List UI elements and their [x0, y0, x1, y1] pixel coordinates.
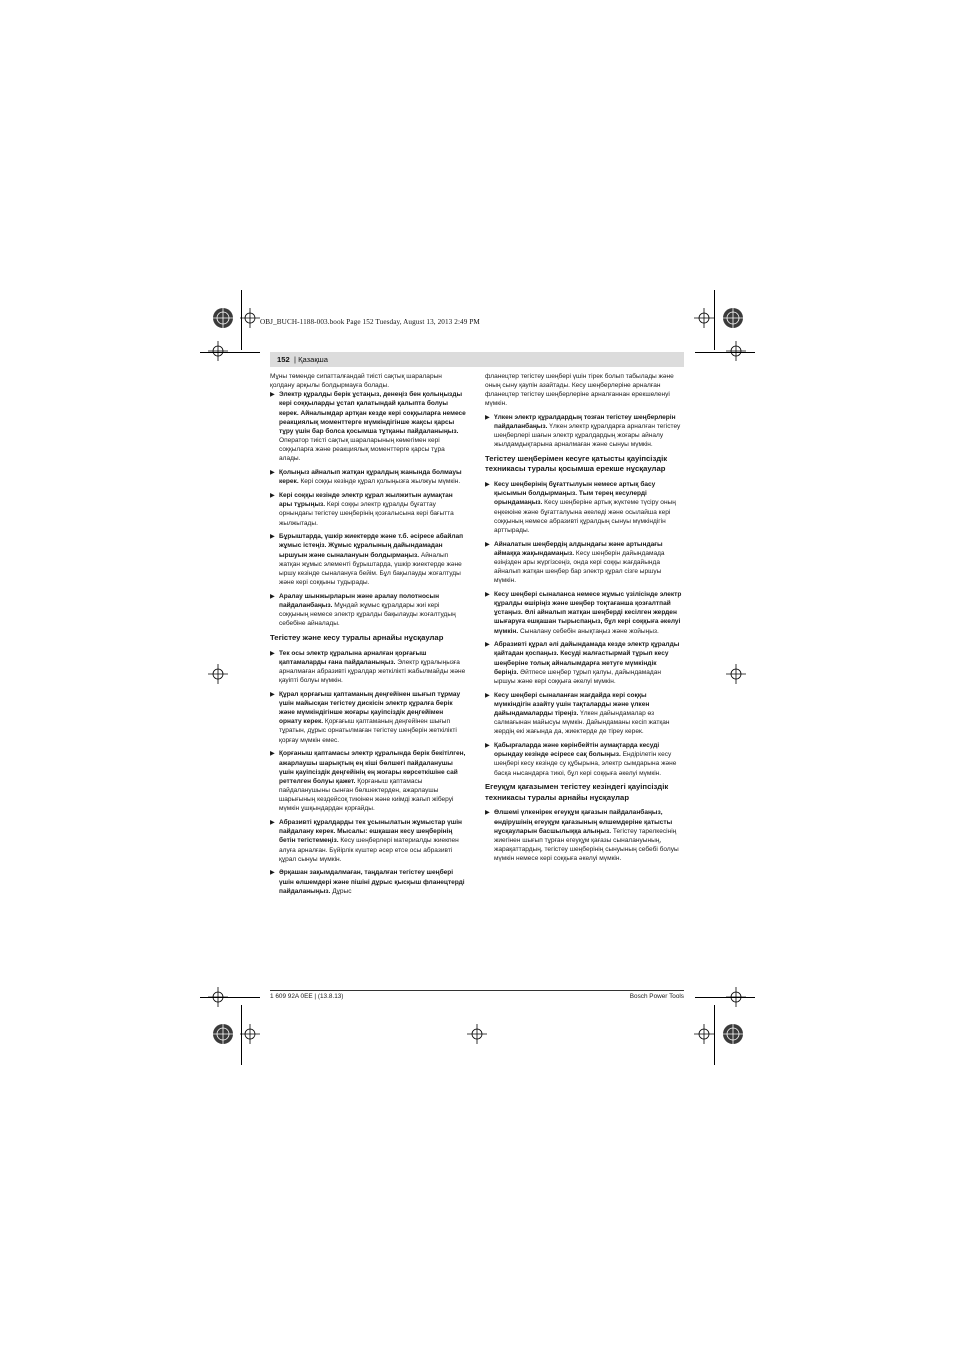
list-item [270, 749, 467, 813]
item-text: Әйтпесе шеңбер тұрып қалуы, дайындамадан ыршуы және кері соққыға әкелуі мүмкін. [494, 668, 662, 685]
item-bold-text: Құрал қорғағыш қаптаманың деңгейінен шығып тұрмау үшін майысқан тегістеу дискісін электр құралға берік және мүмкіндігінше жоғары қауіпсіздік деңгейімен орнату керек. [279, 690, 461, 726]
bullet-arrow-icon: ▶ [485, 641, 490, 649]
bullet-arrow-icon: ▶ [485, 540, 490, 548]
list-item [270, 532, 467, 587]
list-item [270, 649, 467, 686]
item-text: Үлкен дайындамалар өз салмағынан майысуы мүмкін. Дайындаманы кесіп жатқан жердің екі жағында да, жиектерде де тіреу керек. [494, 710, 670, 736]
bullet-arrow-icon: ▶ [270, 469, 275, 477]
crosshair-mark-icon [694, 1024, 714, 1044]
bullet-arrow-icon: ▶ [485, 413, 490, 421]
bullet-arrow-icon: ▶ [270, 750, 275, 758]
item-text: Айналып жатқан жұмыс элементі бұрыштарда, үшкір жиектерде және ыршу кезінде сыналануға бейім. Бұл бақылауды жоғалтуды және кері соққыны тудырады. [279, 551, 462, 587]
bullet-arrow-icon: ▶ [270, 391, 275, 399]
item-bold-text: Кесу шеңбері сыналанған жағдайда кері соққы мүмкіндігін азайту үшін тақталарды және үлкен дайындамаларды тіреңіз. [494, 691, 650, 717]
intro-paragraph: Мұны төменде сипатталғандай тиісті сақтық шараларын қолдану арқылы болдырмауға болады. [270, 373, 442, 390]
crosshair-mark-icon [240, 1024, 260, 1044]
registration-target-icon [209, 1020, 237, 1048]
left-column [270, 372, 467, 901]
item-text: Кесу шеңберіне артық жүктеме түсіру оның еңкеюіне және бұғатталуына әкеледі және осылайша кері соққының немесе абразивті құралдың сынуы мүмкіндігін арттырады. [494, 499, 676, 534]
registration-target-icon [719, 1020, 747, 1048]
list-item [485, 540, 682, 586]
item-text: Мұндай жұмыс құралдары жиі кері соққының немесе электр құралды бақылауды жоғалтудың себебіне айналады. [279, 601, 456, 628]
registration-target-icon [719, 304, 747, 332]
list-item [485, 480, 682, 535]
list-item [270, 690, 467, 745]
item-bold-text: Кесу шеңбері сыналанса немесе жұмыс үзілісінде электр құралды өшіріңіз және шеңбер тоқтағанша қозғалтпай ұстаңыз. Әлі айналып жатқан шеңберді кесілген жерден шығаруға ешқашан тырыспаңыз, бұл кері соққыға әкелуі мүмкін. [494, 590, 682, 635]
item-bold-text: Кесу шеңберінің бұғаттылуын немесе артық басу қысымын болдырмаңыз. Тым терең кесулерді орындамаңыз. [494, 481, 656, 507]
list-item [485, 691, 682, 737]
page-number: 152 [277, 355, 290, 364]
list-item [485, 413, 682, 450]
item-text: Ендірілетін кесу шеңбері кесу кезінде су құбырына, электр сымдарына және басқа нысандарға тиюі, бұл кері соққыға әкелуі мүмкін. [494, 751, 677, 777]
list-item [270, 390, 467, 463]
section-heading: Тегістеу шеңберімен кесуге қатысты қауіпсіздік техникасы туралы қосымша ерекше нұсқаулар [485, 453, 668, 474]
page-language-label: Қазақша [298, 355, 328, 364]
item-bold-text: Үлкен электр құралдардың тозған тегістеу шеңберлерін пайдаланбаңыз. [494, 413, 676, 430]
item-text: Қорғаныш қаптамасы пайдаланушыны сынған бөлшектерден, ажарлаушы шарығының кездейсоқ тиюінен және киімді жағып жіберуі мүмкін ұшқындардан қорғайды. [279, 777, 454, 813]
list-item [485, 590, 682, 636]
footer-rule [270, 990, 684, 991]
crosshair-mark-icon [726, 987, 746, 1007]
item-bold-text: Қорғаныш қаптамасы электр құралында берік бекітілген, ажарлаушы шарықтың ең кіші бөлшегі пайдаланушы үшін қауіпсіздік деңгейінің ең жоғары көрсеткішіне сай реттелген болуы қажет. [279, 750, 466, 785]
item-bold-text: Бұрыштарда, үшкір жиектерде және т.б. әсіресе абайлап жұмыс істеңіз. Жұмыс құралының дайындамадан ыршуын және сыналануын болдырмаңыз. [279, 533, 464, 559]
item-text: Электр құралыңызға арналмаған абразивті құралдар жеткілікті жабылмайды және қауіпті болуы мүмкін. [279, 658, 466, 685]
bullet-arrow-icon: ▶ [270, 649, 275, 657]
crosshair-mark-icon [467, 1024, 487, 1044]
item-text: Қорғағыш қаптаманың деңгейінен шығып тұратын, дұрыс орнатылмаған тегістеу шеңберін жеткілікті қорғау мүмкін емес. [279, 718, 457, 744]
crosshair-mark-icon [208, 664, 228, 684]
item-text: Кері соққы электр құралды бұғаттау орнындағы тегістеу шеңберінің қозғалысына кері бағытта жылжытады. [279, 501, 454, 527]
item-bold-text: Айналатын шеңбердің алдындағы және артындағы аймаққа жақындамаңыз. [494, 540, 663, 557]
item-bold-text: Абразивті құралдарды тек ұсынылатын жұмыстар үшін пайдалану керек. Мысалы: ешқашан кесу шеңберінің бетін тегістемеңіз. [279, 819, 463, 845]
item-bold-text: Қабырғаларда және көрінбейтін аумақтарда кесуді орындау кезінде әсіресе сақ болыңыз. [494, 742, 660, 759]
bullet-arrow-icon: ▶ [485, 809, 490, 817]
bullet-arrow-icon: ▶ [270, 690, 275, 698]
item-bold-text: Кері соққы кезінде электр құрал жылжитын аумақтан ары тұрыңыз. [279, 492, 453, 509]
page-header-bar [270, 352, 684, 367]
item-text: Тегістеу тарелкесінің жиегінен шығып тұрған егеуқұм қағазы сыналануының, жарақаттардың, тегістеу шеңберінің сынуының себебі болуы мүмкін немесе кері соққыға әкелуі мүмкін. [494, 827, 679, 863]
item-bold-text: Аралау шынжырларын және аралау полотносын пайдаланбаңыз. [279, 592, 440, 609]
crosshair-mark-icon [726, 341, 746, 361]
item-bold-text: Өлшемі үлкенірек егеуқұм қағазын пайдаланбаңыз, өндірушінің егеуқұм қағазының өлшемдеріне қатысты нұсқауларын басшылыққа алыңыз. [494, 809, 673, 835]
section-heading: Тегістеу және кесу туралы арнайы нұсқаулар [270, 633, 444, 643]
list-item [270, 468, 467, 486]
print-header: OBJ_BUCH-1188-003.book Page 152 Tuesday, August 13, 2013 2:49 PM [260, 318, 480, 326]
bullet-arrow-icon: ▶ [485, 481, 490, 489]
footer-brand: Bosch Power Tools [629, 993, 684, 1000]
crosshair-mark-icon [240, 308, 260, 328]
crop-line [695, 997, 755, 998]
list-item [485, 640, 682, 686]
item-bold-text: Қолыңыз айналып жатқан құралдың жанында болмауы керек. [279, 469, 462, 486]
list-item [485, 808, 682, 863]
item-text: Сыналану себебін анықтаңыз және жойыңыз. [518, 627, 659, 635]
item-text: Оператор тиісті сақтық шараларының көмегімен кері соққыларға және реакциялық моменттерге қарсы тұра алады. [279, 437, 445, 463]
crop-line [695, 352, 755, 353]
list-item [270, 818, 467, 864]
crosshair-mark-icon [726, 664, 746, 684]
list-item [270, 592, 467, 629]
bullet-arrow-icon: ▶ [270, 492, 275, 500]
item-bold-text: Электр құралды берік ұстаңыз, денеңіз бен қолыңызды кері соққыларды ұстап қалатындай қалыпта болуы керек. Айналымдар артқан кезде кері соққыларға немесе реакциялық моменттерге мүмкіндігінше жақсы қарсы тұру үшін бар болса қосымша тұтқаны пайдаланыңыз. [279, 391, 466, 435]
item-bold-text: Әрқашан зақымдалмаған, таңдалған тегістеу шеңбері үшін өлшемдері және пішіні дұрыс қысқыш фланецтерді пайдаланыңыз. [279, 869, 465, 895]
list-item [270, 868, 467, 895]
crosshair-mark-icon [208, 987, 228, 1007]
crop-line [714, 1005, 715, 1065]
section-heading: Егеуқұм қағазымен тегістеу кезіндегі қауіпсіздік техникасы туралы арнайы нұсқаулар [485, 782, 669, 802]
crosshair-mark-icon [208, 341, 228, 361]
bullet-arrow-icon: ▶ [485, 691, 490, 699]
item-text: Кесу шеңберлері материалды жиекпен алуға арналған. Бүйірлік күштер әсер етсе осы абразивті құрал сынуы мүмкін. [279, 837, 459, 863]
bullet-arrow-icon: ▶ [270, 533, 275, 541]
item-text: Дұрыс [330, 887, 352, 895]
bullet-arrow-icon: ▶ [270, 592, 275, 600]
item-text: Үлкен электр құралдарға арналған тегістеу шеңберлері шағын электр құралдардың жоғары айналу жылдамдықтарына арналмаған және сынуы мүмкін. [494, 422, 681, 449]
list-item [270, 491, 467, 528]
intro-paragraph: фланецтер тегістеу шеңбері үшін тірек болып табылады және оның сыну қаупін азайтады. Кесу шеңберлеріне арналған фланецтер тегістеу шеңберлеріне арналғаннан ерекшеленуі мүмкін. [485, 373, 674, 408]
crop-line [714, 290, 715, 350]
crosshair-mark-icon [694, 308, 714, 328]
bullet-arrow-icon: ▶ [485, 742, 490, 750]
page-language: | Қазақша [294, 355, 328, 364]
item-text: Кері соққы кезінде құрал қолыңызға жылжуы мүмкін. [298, 478, 461, 486]
bullet-arrow-icon: ▶ [485, 590, 490, 598]
registration-target-icon [209, 304, 237, 332]
right-column [485, 372, 682, 868]
item-text: Кесу шеңберін дайындамада өзіңізден ары жүргізсеңіз, онда кері соққы жағдайында айналып жатқан шеңбер бар электр құрал сізге ыршуы мүмкін. [494, 549, 665, 585]
bullet-arrow-icon: ▶ [270, 869, 275, 877]
item-bold-text: Абразивті құрал әлі дайындамада кезде электр құралды қайтадан қоспаңыз. Кесуді жалғастырмай тұрып кесу шеңберіне толық айналымдарға жетуге мүмкіндік беріңіз. [494, 641, 680, 676]
bullet-arrow-icon: ▶ [270, 819, 275, 827]
footer-doc-code: 1 609 92A 0EE | (13.8.13) [270, 993, 344, 1000]
item-bold-text: Тек осы электр құралына арналған қорғағыш қаптамаларды ғана пайдаланыңыз. [279, 649, 427, 666]
list-item [485, 741, 682, 778]
